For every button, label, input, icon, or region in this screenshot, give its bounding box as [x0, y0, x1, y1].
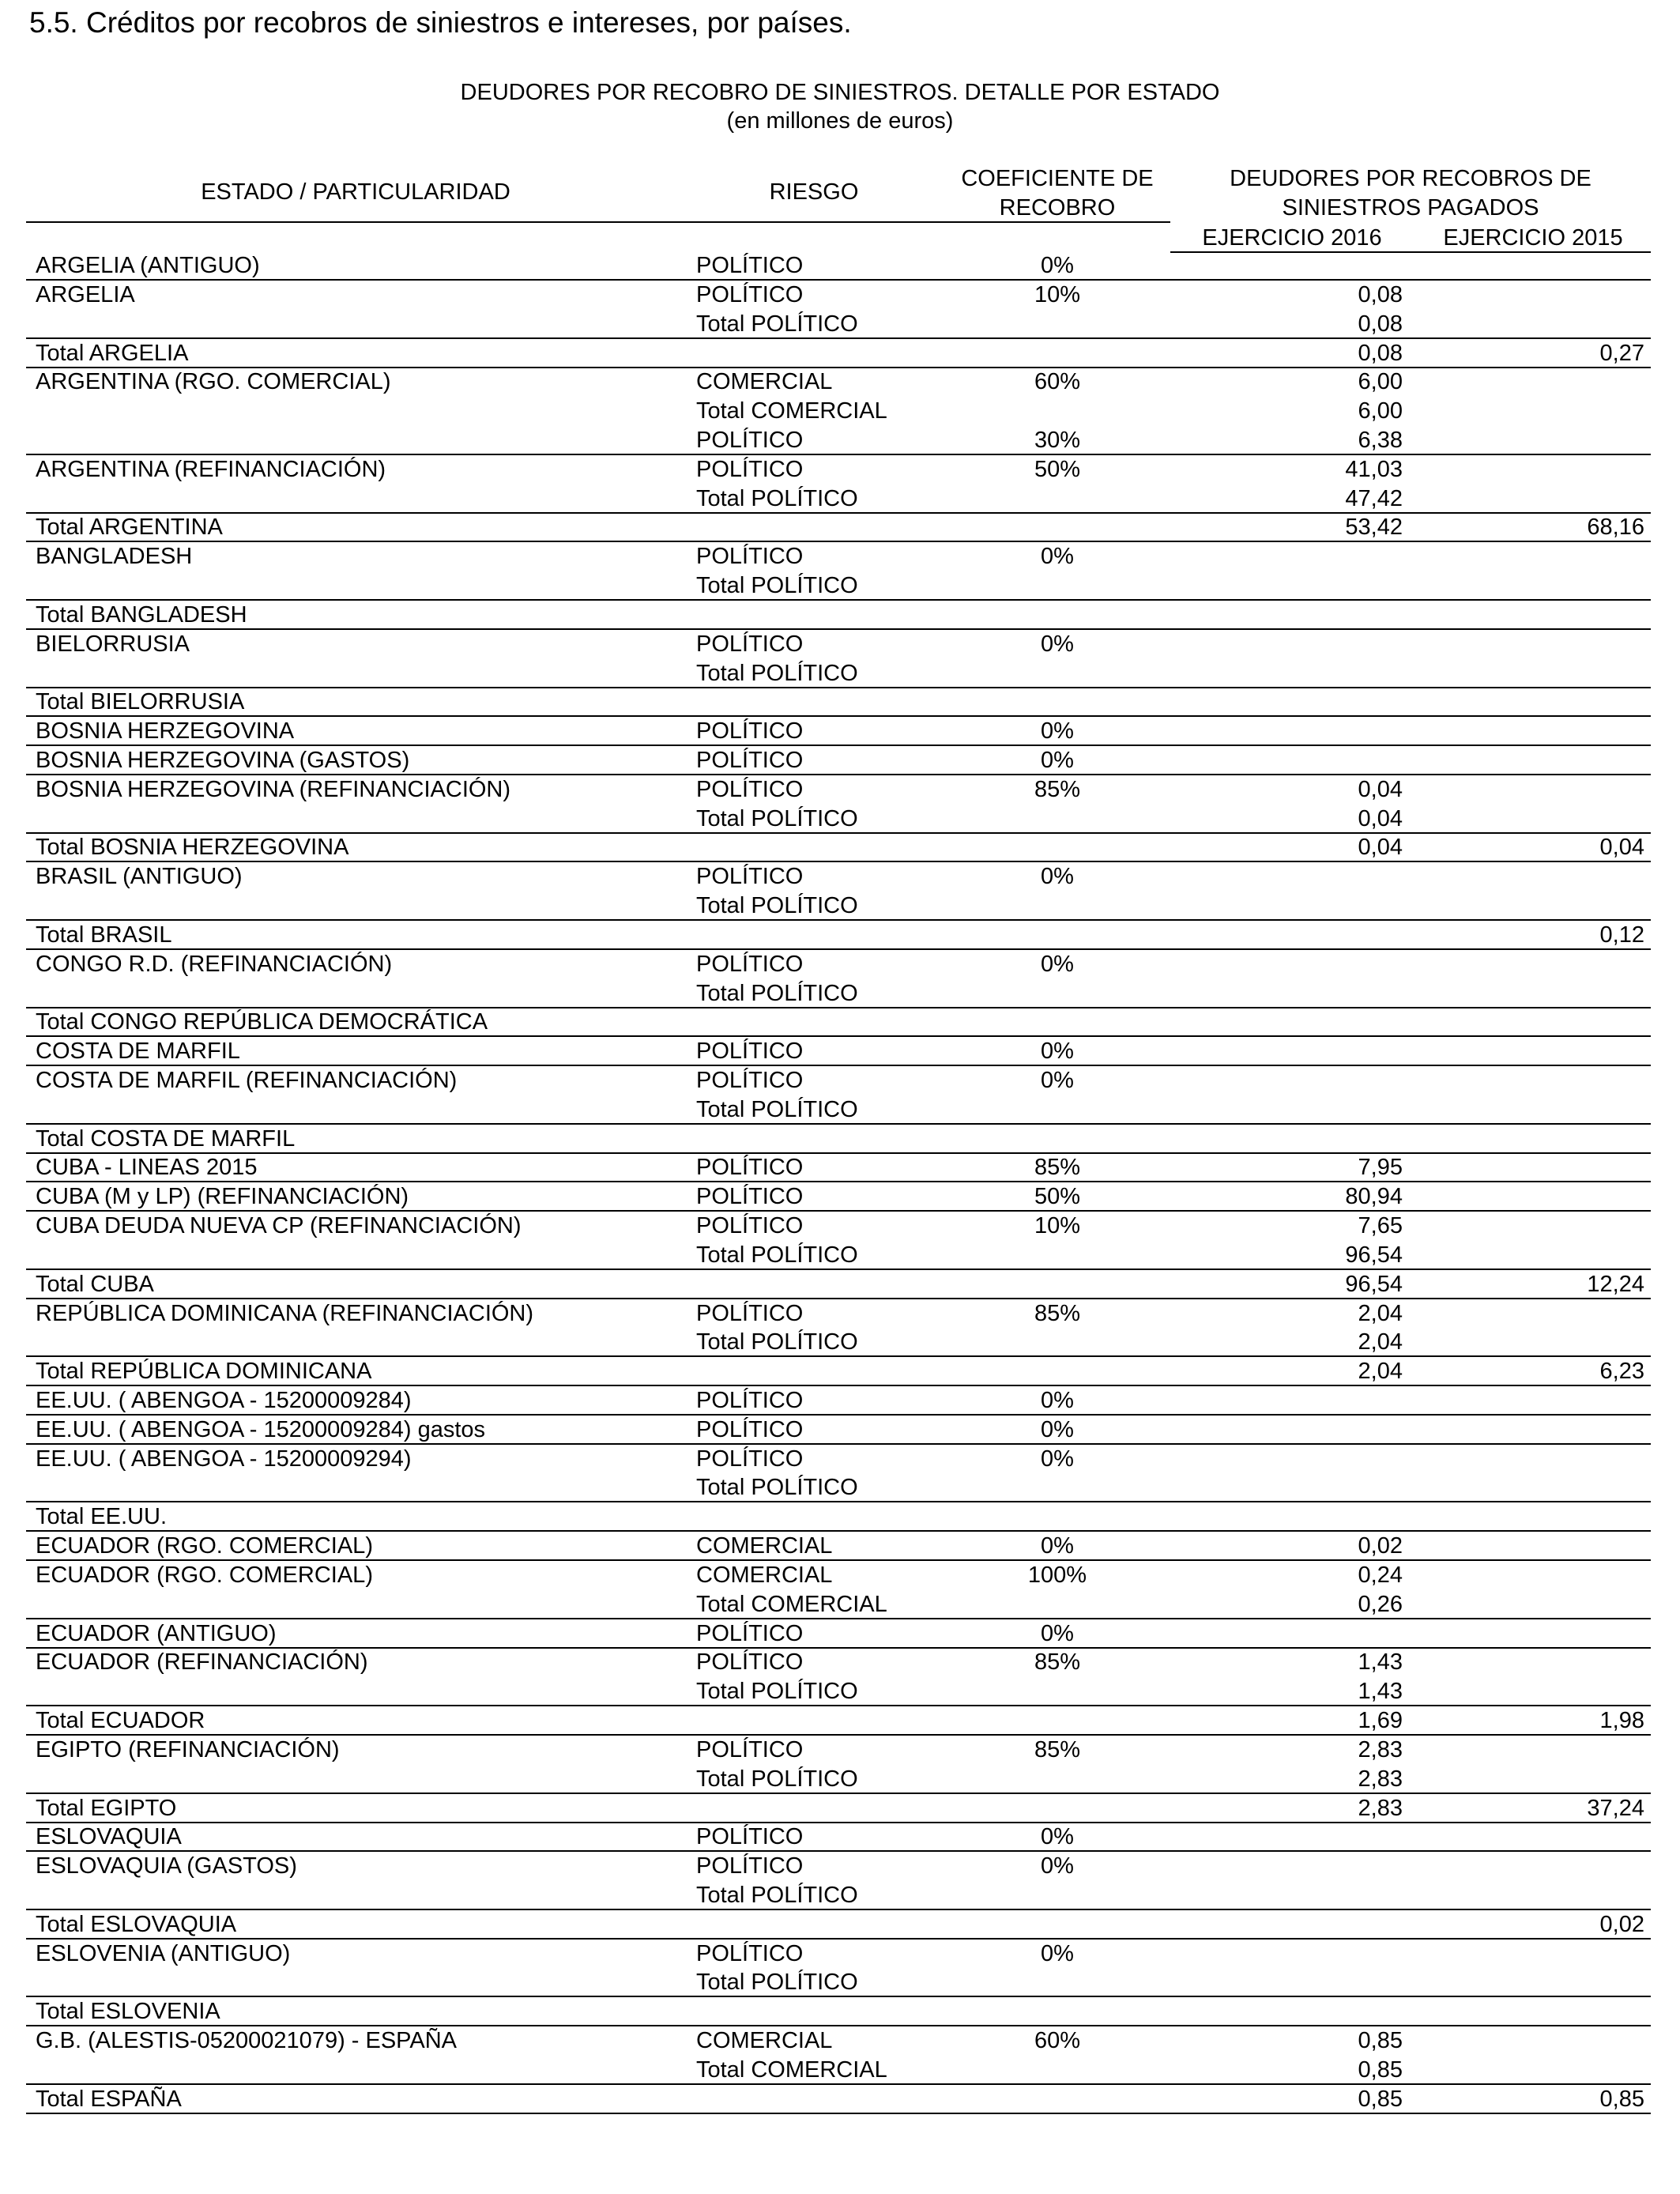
table-row [0, 1997, 1680, 2026]
cell-riesgo: POLÍTICO [696, 718, 804, 745]
table-row [0, 921, 1680, 950]
cell-estado: ARGENTINA (REFINANCIACIÓN) [36, 456, 386, 482]
table-row [0, 1794, 1680, 1823]
table-row [0, 1182, 1680, 1212]
cell-coeficiente: 0% [1041, 1940, 1074, 1966]
table-row [0, 1357, 1680, 1386]
cell-ejercicio-2016: 47,42 [1345, 485, 1403, 511]
cell-riesgo: Total POLÍTICO [696, 893, 858, 918]
cell-ejercicio-2016: 6,00 [1358, 369, 1403, 395]
cell-estado: Total ECUADOR [36, 1708, 205, 1733]
cell-coeficiente: 0% [1041, 864, 1074, 890]
cell-ejercicio-2015: 12,24 [1587, 1271, 1644, 1297]
table-row [0, 630, 1680, 659]
cell-estado: ECUADOR (REFINANCIACIÓN) [36, 1649, 368, 1676]
cell-estado: CUBA (M y LP) (REFINANCIACIÓN) [36, 1184, 409, 1210]
table-row [0, 1328, 1680, 1357]
cell-ejercicio-2016: 0,04 [1358, 805, 1403, 831]
table-row [0, 1765, 1680, 1794]
cell-ejercicio-2016: 2,83 [1358, 1736, 1403, 1762]
cell-ejercicio-2015: 68,16 [1587, 515, 1644, 541]
cell-estado: EE.UU. ( ABENGOA - 15200009284) gastos [36, 1416, 486, 1442]
table-row [0, 1095, 1680, 1125]
table-row [0, 775, 1680, 805]
cell-riesgo: POLÍTICO [696, 1620, 804, 1646]
table-row [0, 950, 1680, 979]
cell-estado: Total EE.UU. [36, 1504, 167, 1530]
cell-coeficiente: 60% [1034, 2028, 1081, 2053]
table-row [0, 1823, 1680, 1852]
cell-ejercicio-2016: 0,26 [1358, 1591, 1403, 1617]
cell-riesgo: POLÍTICO [696, 1446, 804, 1472]
cell-ejercicio-2016: 6,38 [1358, 427, 1403, 453]
table-row [0, 1561, 1680, 1590]
column-header-coeficiente-line2: RECOBRO [999, 195, 1116, 221]
column-header-deudores-line2: SINIESTROS PAGADOS [1282, 195, 1539, 221]
table-row [0, 2056, 1680, 2085]
cell-estado: BOSNIA HERZEGOVINA [36, 718, 295, 745]
cell-riesgo: POLÍTICO [696, 253, 804, 278]
table-row [0, 862, 1680, 892]
cell-coeficiente: 0% [1041, 1388, 1074, 1413]
cell-riesgo: POLÍTICO [696, 951, 804, 977]
cell-ejercicio-2016: 7,95 [1358, 1155, 1403, 1181]
cell-estado: COSTA DE MARFIL [36, 1039, 240, 1065]
cell-coeficiente: 0% [1041, 951, 1074, 977]
cell-coeficiente: 0% [1041, 631, 1074, 657]
table-title: DEUDORES POR RECOBRO DE SINIESTROS. DETALLE POR ESTADO [460, 80, 1220, 105]
column-header-ejercicio-2016: EJERCICIO 2016 [1202, 225, 1382, 251]
cell-riesgo: POLÍTICO [696, 1940, 804, 1966]
cell-riesgo: Total POLÍTICO [696, 660, 858, 686]
table-row [0, 484, 1680, 514]
table-row [0, 1532, 1680, 1561]
table-row [0, 1386, 1680, 1416]
cell-coeficiente: 10% [1034, 1213, 1081, 1239]
cell-estado: CUBA - LINEAS 2015 [36, 1155, 258, 1181]
cell-ejercicio-2016: 96,54 [1345, 1242, 1403, 1268]
table-row [0, 1940, 1680, 1969]
cell-coeficiente: 0% [1041, 1533, 1074, 1559]
column-header-estado: ESTADO / PARTICULARIDAD [201, 179, 510, 205]
cell-coeficiente: 0% [1041, 544, 1074, 570]
cell-coeficiente: 10% [1034, 281, 1081, 307]
cell-riesgo: Total COMERCIAL [696, 398, 887, 424]
table-row [0, 2085, 1680, 2114]
table-row [0, 1125, 1680, 1154]
cell-estado: BANGLADESH [36, 544, 193, 570]
table-row [0, 1416, 1680, 1445]
cell-estado: Total ARGENTINA [36, 515, 223, 541]
cell-riesgo: Total POLÍTICO [696, 980, 858, 1006]
cell-ejercicio-2015: 0,12 [1599, 922, 1644, 948]
cell-estado: ARGELIA (ANTIGUO) [36, 253, 260, 278]
cell-ejercicio-2016: 0,08 [1358, 311, 1403, 337]
cell-estado: ESLOVAQUIA (GASTOS) [36, 1853, 297, 1879]
cell-ejercicio-2016: 0,85 [1358, 2056, 1403, 2083]
cell-riesgo: Total COMERCIAL [696, 2056, 887, 2083]
cell-ejercicio-2016: 2,04 [1358, 1359, 1403, 1385]
table-row [0, 1852, 1680, 1881]
table-row [0, 310, 1680, 339]
cell-estado: ARGELIA [36, 281, 135, 307]
table-row [0, 571, 1680, 601]
cell-riesgo: Total POLÍTICO [696, 1475, 858, 1501]
cell-ejercicio-2016: 2,83 [1358, 1795, 1403, 1821]
cell-estado: BIELORRUSIA [36, 631, 190, 657]
cell-estado: Total ESLOVENIA [36, 1999, 220, 2025]
table-row [0, 1910, 1680, 1940]
table-row [0, 805, 1680, 834]
table-row [0, 833, 1680, 862]
cell-coeficiente: 30% [1034, 427, 1081, 453]
cell-ejercicio-2016: 80,94 [1345, 1184, 1403, 1210]
cell-riesgo: Total POLÍTICO [696, 1970, 858, 1996]
cell-ejercicio-2016: 53,42 [1345, 515, 1403, 541]
cell-coeficiente: 85% [1034, 1300, 1081, 1326]
cell-ejercicio-2016: 1,43 [1358, 1649, 1403, 1676]
cell-estado: Total CONGO REPÚBLICA DEMOCRÁTICA [36, 1009, 488, 1035]
cell-estado: BOSNIA HERZEGOVINA (REFINANCIACIÓN) [36, 776, 511, 802]
cell-riesgo: COMERCIAL [696, 369, 833, 395]
cell-estado: CONGO R.D. (REFINANCIACIÓN) [36, 951, 393, 977]
cell-riesgo: COMERCIAL [696, 1562, 833, 1588]
cell-ejercicio-2015: 0,85 [1599, 2086, 1644, 2112]
table-row [0, 1008, 1680, 1037]
cell-coeficiente: 0% [1041, 1620, 1074, 1646]
cell-riesgo: Total POLÍTICO [696, 311, 858, 337]
table-row [0, 1299, 1680, 1329]
cell-estado: CUBA DEUDA NUEVA CP (REFINANCIACIÓN) [36, 1213, 522, 1239]
table-row [0, 1153, 1680, 1182]
cell-coeficiente: 0% [1041, 1039, 1074, 1065]
cell-riesgo: POLÍTICO [696, 1039, 804, 1065]
cell-coeficiente: 85% [1034, 776, 1081, 802]
cell-riesgo: Total POLÍTICO [696, 1096, 858, 1122]
table-row [0, 339, 1680, 368]
table-row [0, 659, 1680, 688]
table-row [0, 1037, 1680, 1066]
cell-estado: Total ESPAÑA [36, 2086, 182, 2112]
cell-riesgo: Total POLÍTICO [696, 1242, 858, 1268]
cell-riesgo: POLÍTICO [696, 747, 804, 773]
table-row [0, 1212, 1680, 1241]
cell-riesgo: Total COMERCIAL [696, 1591, 887, 1617]
cell-ejercicio-2015: 6,23 [1599, 1359, 1644, 1385]
cell-riesgo: POLÍTICO [696, 1184, 804, 1210]
cell-estado: Total ESLOVAQUIA [36, 1911, 237, 1937]
cell-estado: Total BOSNIA HERZEGOVINA [36, 835, 349, 861]
cell-coeficiente: 0% [1041, 718, 1074, 745]
cell-ejercicio-2016: 0,24 [1358, 1562, 1403, 1588]
cell-ejercicio-2015: 1,98 [1599, 1708, 1644, 1733]
table-row [0, 368, 1680, 397]
cell-coeficiente: 0% [1041, 1446, 1074, 1472]
table-row [0, 1590, 1680, 1619]
cell-estado: REPÚBLICA DOMINICANA (REFINANCIACIÓN) [36, 1300, 534, 1326]
cell-coeficiente: 100% [1027, 1562, 1087, 1588]
cell-riesgo: POLÍTICO [696, 864, 804, 890]
cell-riesgo: POLÍTICO [696, 427, 804, 453]
cell-coeficiente: 85% [1034, 1736, 1081, 1762]
cell-riesgo: Total POLÍTICO [696, 1882, 858, 1908]
cell-ejercicio-2016: 96,54 [1345, 1271, 1403, 1297]
cell-riesgo: POLÍTICO [696, 1213, 804, 1239]
cell-estado: ECUADOR (RGO. COMERCIAL) [36, 1562, 373, 1588]
cell-estado: Total BANGLADESH [36, 601, 247, 628]
cell-estado: Total COSTA DE MARFIL [36, 1125, 296, 1152]
cell-ejercicio-2016: 0,04 [1358, 835, 1403, 861]
cell-coeficiente: 0% [1041, 1853, 1074, 1879]
cell-riesgo: POLÍTICO [696, 456, 804, 482]
cell-riesgo: Total POLÍTICO [696, 805, 858, 831]
cell-estado: BRASIL (ANTIGUO) [36, 864, 243, 890]
table-row [0, 746, 1680, 775]
cell-estado: ECUADOR (RGO. COMERCIAL) [36, 1533, 373, 1559]
cell-riesgo: Total POLÍTICO [696, 1679, 858, 1705]
table-row [0, 542, 1680, 571]
cell-coeficiente: 0% [1041, 253, 1074, 278]
cell-riesgo: POLÍTICO [696, 1736, 804, 1762]
cell-riesgo: POLÍTICO [696, 1824, 804, 1850]
cell-ejercicio-2016: 0,85 [1358, 2028, 1403, 2053]
table-row [0, 397, 1680, 426]
table-row [0, 1445, 1680, 1474]
table-row [0, 688, 1680, 717]
cell-riesgo: Total POLÍTICO [696, 573, 858, 598]
cell-riesgo: Total POLÍTICO [696, 485, 858, 511]
table-row [0, 513, 1680, 542]
table-row [0, 426, 1680, 455]
cell-riesgo: POLÍTICO [696, 776, 804, 802]
cell-ejercicio-2015: 0,27 [1599, 340, 1644, 366]
cell-estado: ESLOVENIA (ANTIGUO) [36, 1940, 291, 1966]
column-header-deudores-line1: DEUDORES POR RECOBROS DE [1230, 166, 1591, 191]
table-row [0, 1968, 1680, 1997]
cell-ejercicio-2016: 2,04 [1358, 1329, 1403, 1355]
cell-coeficiente: 0% [1041, 1416, 1074, 1442]
cell-estado: EE.UU. ( ABENGOA - 15200009294) [36, 1446, 412, 1472]
cell-ejercicio-2016: 0,02 [1358, 1533, 1403, 1559]
cell-coeficiente: 50% [1034, 1184, 1081, 1210]
cell-estado: Total EGIPTO [36, 1795, 177, 1821]
cell-ejercicio-2016: 6,00 [1358, 398, 1403, 424]
cell-riesgo: POLÍTICO [696, 1155, 804, 1181]
cell-riesgo: Total POLÍTICO [696, 1329, 858, 1355]
cell-ejercicio-2016: 2,04 [1358, 1300, 1403, 1326]
cell-ejercicio-2016: 1,43 [1358, 1679, 1403, 1705]
cell-estado: Total CUBA [36, 1271, 154, 1297]
cell-ejercicio-2015: 0,02 [1599, 1911, 1644, 1937]
cell-riesgo: POLÍTICO [696, 1649, 804, 1676]
page-heading: 5.5. Créditos por recobros de siniestros e intereses, por países. [29, 6, 852, 39]
table-row [0, 892, 1680, 921]
cell-riesgo: Total POLÍTICO [696, 1766, 858, 1792]
cell-estado: G.B. (ALESTIS-05200021079) - ESPAÑA [36, 2028, 458, 2053]
cell-ejercicio-2016: 0,85 [1358, 2086, 1403, 2112]
cell-ejercicio-2016: 0,08 [1358, 281, 1403, 307]
table-row [0, 1677, 1680, 1706]
cell-ejercicio-2016: 0,08 [1358, 340, 1403, 366]
table-row [0, 251, 1680, 281]
cell-coeficiente: 85% [1034, 1155, 1081, 1181]
cell-ejercicio-2016: 0,04 [1358, 776, 1403, 802]
table-row [0, 1619, 1680, 1649]
table-row [0, 979, 1680, 1008]
row-divider [26, 2113, 1651, 2114]
table-row [0, 1066, 1680, 1095]
cell-estado: EGIPTO (REFINANCIACIÓN) [36, 1736, 340, 1762]
cell-estado: BOSNIA HERZEGOVINA (GASTOS) [36, 747, 410, 773]
table-row [0, 1473, 1680, 1502]
cell-coeficiente: 0% [1041, 747, 1074, 773]
cell-coeficiente: 0% [1041, 1824, 1074, 1850]
cell-coeficiente: 50% [1034, 456, 1081, 482]
table-row [0, 1706, 1680, 1736]
cell-riesgo: POLÍTICO [696, 1853, 804, 1879]
table-row [0, 1736, 1680, 1765]
cell-riesgo: POLÍTICO [696, 631, 804, 657]
cell-ejercicio-2015: 0,04 [1599, 835, 1644, 861]
column-header-coeficiente-line1: COEFICIENTE DE [961, 166, 1154, 191]
column-header-riesgo: RIESGO [769, 179, 859, 205]
cell-riesgo: POLÍTICO [696, 1416, 804, 1442]
cell-riesgo: COMERCIAL [696, 1533, 833, 1559]
table-row [0, 455, 1680, 484]
cell-estado: EE.UU. ( ABENGOA - 15200009284) [36, 1388, 412, 1413]
cell-riesgo: POLÍTICO [696, 544, 804, 570]
table-row [0, 1241, 1680, 1270]
cell-ejercicio-2016: 7,65 [1358, 1213, 1403, 1239]
table-row [0, 2026, 1680, 2056]
cell-estado: COSTA DE MARFIL (REFINANCIACIÓN) [36, 1068, 458, 1093]
cell-estado: Total BRASIL [36, 922, 172, 948]
column-header-ejercicio-2015: EJERCICIO 2015 [1443, 225, 1623, 251]
cell-riesgo: COMERCIAL [696, 2028, 833, 2053]
cell-riesgo: POLÍTICO [696, 281, 804, 307]
table-row [0, 1648, 1680, 1677]
table-subtitle: (en millones de euros) [726, 108, 954, 134]
cell-estado: Total REPÚBLICA DOMINICANA [36, 1359, 372, 1385]
table-row [0, 1502, 1680, 1532]
table-row [0, 601, 1680, 630]
cell-coeficiente: 0% [1041, 1068, 1074, 1093]
cell-riesgo: POLÍTICO [696, 1300, 804, 1326]
cell-ejercicio-2016: 1,69 [1358, 1708, 1403, 1733]
cell-estado: ECUADOR (ANTIGUO) [36, 1620, 277, 1646]
table-row [0, 1881, 1680, 1910]
cell-coeficiente: 60% [1034, 369, 1081, 395]
cell-riesgo: POLÍTICO [696, 1388, 804, 1413]
cell-ejercicio-2016: 41,03 [1345, 456, 1403, 482]
cell-coeficiente: 85% [1034, 1649, 1081, 1676]
cell-estado: Total ARGELIA [36, 340, 189, 366]
cell-estado: ARGENTINA (RGO. COMERCIAL) [36, 369, 391, 395]
cell-ejercicio-2015: 37,24 [1587, 1795, 1644, 1821]
table-row [0, 1270, 1680, 1299]
table-row [0, 281, 1680, 310]
table-row [0, 717, 1680, 746]
cell-riesgo: POLÍTICO [696, 1068, 804, 1093]
cell-estado: ESLOVAQUIA [36, 1824, 182, 1850]
cell-estado: Total BIELORRUSIA [36, 689, 245, 715]
cell-ejercicio-2016: 2,83 [1358, 1766, 1403, 1792]
